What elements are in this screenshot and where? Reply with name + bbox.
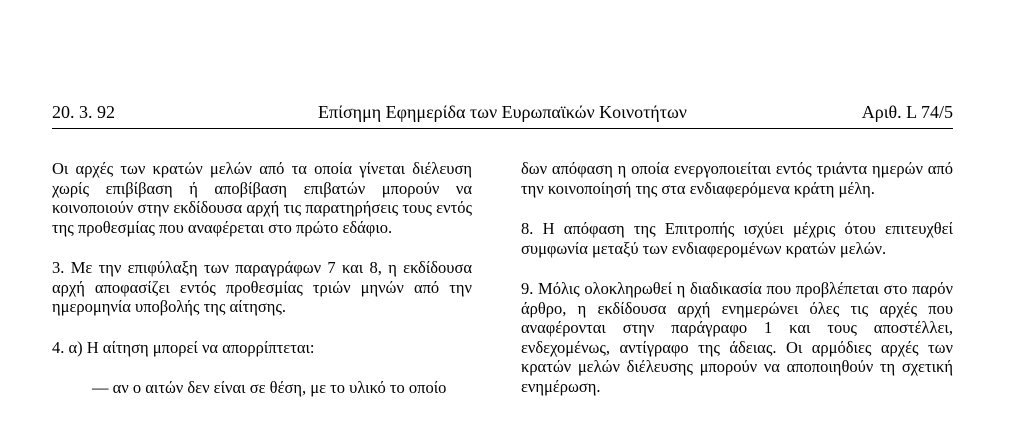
journal-title: Επίσημη Εφημερίδα των Ευρωπαϊκών Κοινοτήτων: [318, 102, 687, 122]
paragraph-3: 3. Με την επιφύλαξη των παραγράφων 7 και 8, η εκδίδουσα αρχή αποφασίζει εντός προθεσμίας τριών μηνών από την ημερομηνία υποβολής της αίτησης.: [52, 258, 472, 316]
paragraph-4a-dash-item: — αν ο αιτών δεν είναι σε θέση, με το υλικό το οποίο: [92, 378, 447, 397]
paragraph-4a: 4. α) Η αίτηση μπορεί να απορρίπτεται:: [52, 337, 315, 357]
paragraph-9: 9. Μόλις ολοκληρωθεί η διαδικασία που προβλέπεται στο παρόν άρθρο, η εκδίδουσα αρχή ενημερώνει όλες τις αρχές που αναφέρονται στην παράγραφο 1 και τους αποστέλλει, ενδεχομένως, αντίγραφο της άδειας. Οι αρμόδιες αρχές των κρατών μελών διέλευσης μπορούν να αποποιηθούν τη σχετική ενημέρωση.: [521, 279, 953, 396]
paragraph-continuation: δων απόφαση η οποία ενεργοποιείται εντός τριάντα ημερών από την κοινοποίησή της στα ενδιαφερόμενα κράτη μέλη.: [521, 159, 953, 198]
page-header: [52, 102, 953, 126]
paragraph-objections: Οι αρχές των κρατών μελών από τα οποία γίνεται διέλευση χωρίς επιβίβαση ή αποβίβαση επιβατών μπορούν να κοινοποιούν στην εκδίδουσα αρχή τις παρατηρήσεις τους εντός της προθεσμίας που αναφέρεται στο πρώτο εδάφιο.: [52, 159, 472, 237]
right-column: [521, 159, 953, 417]
left-column: [52, 159, 472, 398]
paragraph-8: 8. Η απόφαση της Επιτροπής ισχύει μέχρις ότου επιτευχθεί συμφωνία μεταξύ των ενδιαφερομένων κρατών μελών.: [521, 219, 953, 258]
header-rule: [52, 128, 953, 129]
issue-date: 20. 3. 92: [52, 102, 115, 122]
issue-number: Αριθ. L 74/5: [861, 102, 953, 122]
